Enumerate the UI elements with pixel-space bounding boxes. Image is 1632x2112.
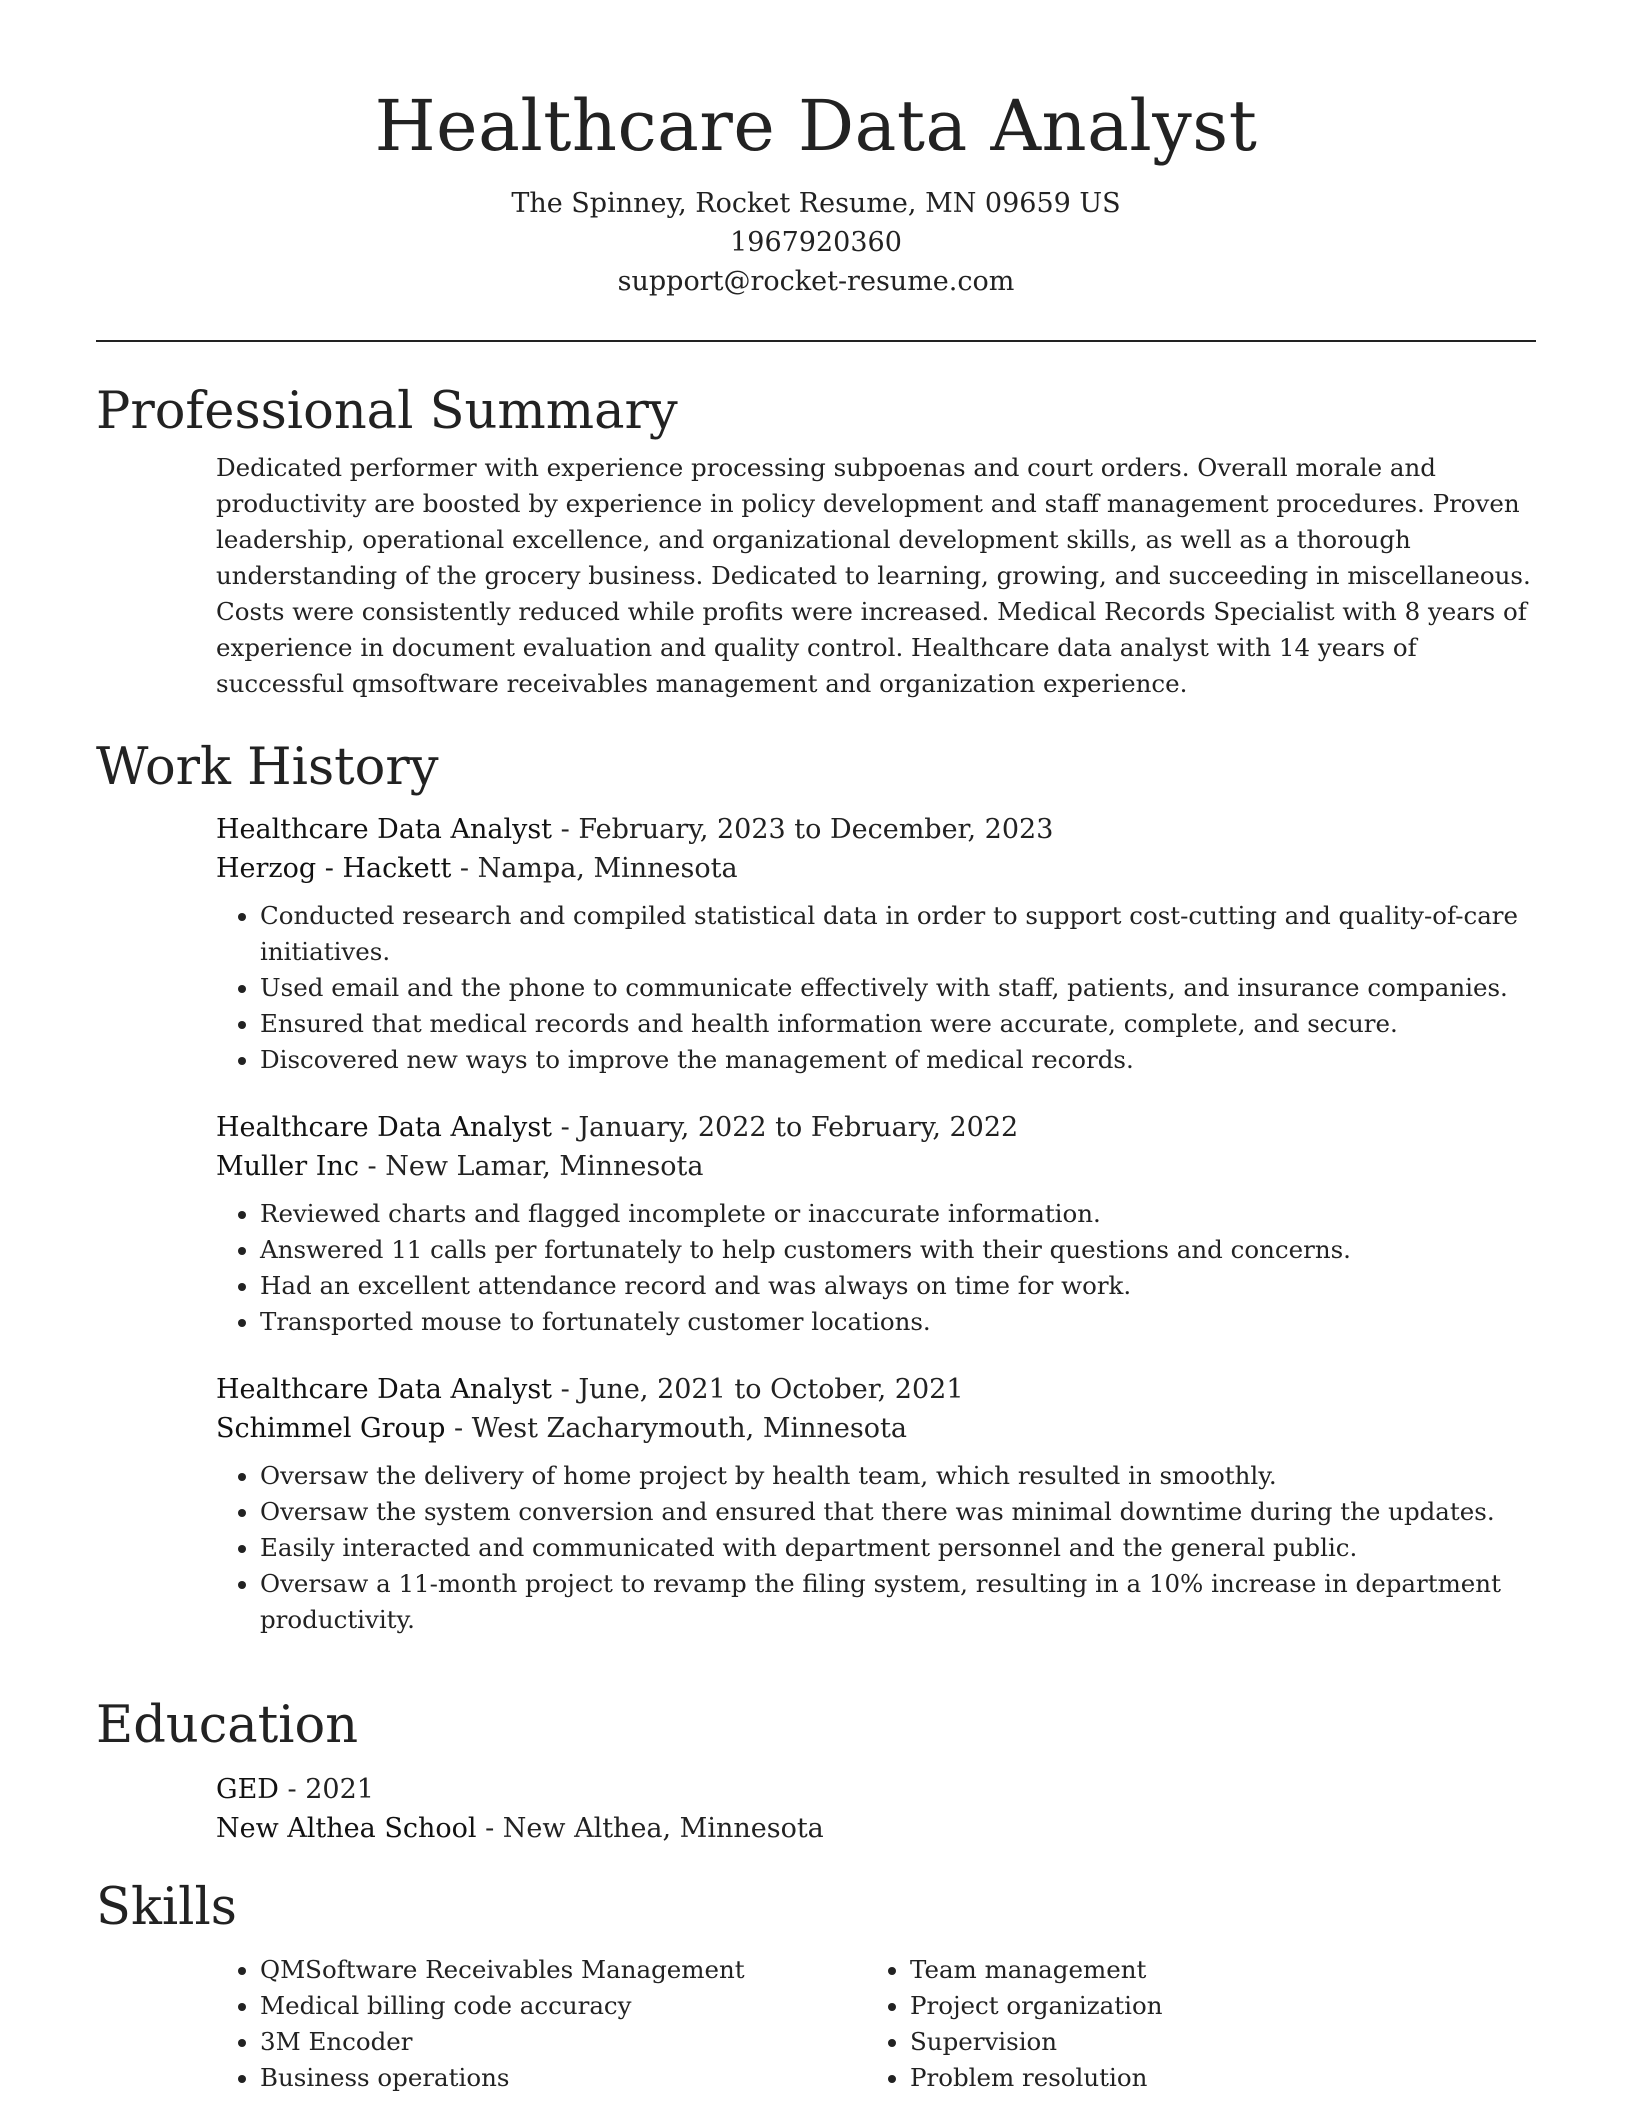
skills-list-right — [866, 1952, 1516, 2096]
education-location: - New Althea, Minnesota — [476, 1813, 824, 1844]
work-history-section — [96, 736, 1536, 1654]
contact-address: The Spinney, Rocket Resume, MN 09659 US — [511, 188, 1121, 219]
skills-column-left — [216, 1940, 866, 2096]
job-company: Schimmel Group — [216, 1413, 446, 1444]
skill-item: • Project organization — [910, 1988, 1516, 2024]
job-bullet: • Discovered new ways to improve the management of medical records. — [260, 1042, 1536, 1078]
job-bullet: • Oversaw a 11-month project to revamp the filing system, resulting in a 10% increase in department productivity. — [260, 1566, 1536, 1638]
skill-item: • Medical billing code accuracy — [260, 1988, 866, 2024]
job-bullet: • Ensured that medical records and health information were accurate, complete, and secure. — [260, 1006, 1536, 1042]
skill-item: • Business operations — [260, 2060, 866, 2096]
job-bullets — [216, 1458, 1536, 1638]
job-bullet: • Oversaw the delivery of home project by health team, which resulted in smoothly. — [260, 1458, 1536, 1494]
job-role: Healthcare Data Analyst — [216, 1112, 553, 1143]
resume-header — [0, 0, 1632, 301]
summary-heading: Professional Summary — [96, 382, 678, 441]
contact-block — [0, 184, 1632, 301]
job-bullet: • Transported mouse to fortunately customer locations. — [260, 1304, 1536, 1340]
education-school: New Althea School — [216, 1813, 477, 1844]
skills-heading: Skills — [96, 1878, 237, 1937]
contact-email: support@rocket-resume.com — [617, 266, 1015, 297]
job-bullet: • Conducted research and compiled statistical data in order to support cost-cutting and quality-of-care initiatives. — [260, 898, 1536, 970]
job-title-line — [216, 1370, 1536, 1409]
job-company-line — [216, 849, 1536, 888]
job-location: - West Zacharymouth, Minnesota — [445, 1413, 907, 1444]
header-divider — [96, 340, 1536, 342]
skills-column-right — [866, 1940, 1516, 2096]
skill-item: • 3M Encoder — [260, 2024, 866, 2060]
job-company-line — [216, 1147, 1536, 1186]
education-entry — [216, 1770, 1536, 1848]
job-dates: - June, 2021 to October, 2021 — [552, 1374, 964, 1405]
job-role: Healthcare Data Analyst — [216, 814, 553, 845]
job-bullet: • Easily interacted and communicated with department personnel and the general public. — [260, 1530, 1536, 1566]
job-company: Muller Inc — [216, 1151, 359, 1182]
education-degree: GED — [216, 1774, 279, 1805]
job-bullet: • Had an excellent attendance record and was always on time for work. — [260, 1268, 1536, 1304]
education-school-line — [216, 1809, 1536, 1848]
job-bullet: • Used email and the phone to communicate effectively with staff, patients, and insurance companies. — [260, 970, 1536, 1006]
skills-columns — [216, 1940, 1536, 2096]
education-degree-line — [216, 1770, 1536, 1809]
job-title-line — [216, 1108, 1536, 1147]
skill-item: • Supervision — [910, 2024, 1516, 2060]
job-entry — [216, 810, 1536, 1078]
skills-list-left — [216, 1952, 866, 2096]
job-location: - New Lamar, Minnesota — [358, 1151, 704, 1182]
contact-phone: 1967920360 — [730, 227, 902, 258]
skill-item: • Problem resolution — [910, 2060, 1516, 2096]
skills-section — [96, 1876, 1536, 2096]
skill-item: • Team management — [910, 1952, 1516, 1988]
education-heading: Education — [96, 1696, 359, 1755]
education-year: - 2021 — [278, 1774, 374, 1805]
job-title-line — [216, 810, 1536, 849]
summary-section — [96, 380, 1536, 702]
job-company-line — [216, 1409, 1536, 1448]
work-history-list — [216, 810, 1536, 1638]
job-bullets — [216, 898, 1536, 1078]
job-entry — [216, 1370, 1536, 1638]
job-bullet: • Answered 11 calls per fortunately to help customers with their questions and concerns. — [260, 1232, 1536, 1268]
education-section — [96, 1694, 1536, 1848]
job-company: Herzog - Hackett — [216, 853, 452, 884]
job-entry — [216, 1108, 1536, 1340]
job-bullet: • Oversaw the system conversion and ensured that there was minimal downtime during the updates. — [260, 1494, 1536, 1530]
work-history-heading: Work History — [96, 738, 439, 797]
summary-text: Dedicated performer with experience processing subpoenas and court orders. Overall morale and productivity are boosted by experience in policy development and staff management procedures. Proven leadership, operational excellence, and organizational development skills, as well as a thorough understanding of the grocery business. Dedicated to learning, growing, and succeeding in miscellaneous. Costs were consistently reduced while profits were increased. Medical Records Specialist with 8 years of experience in document evaluation and quality control. Healthcare data analyst with 14 years of successful qmsoftware receivables management and organization experience. — [216, 453, 1531, 698]
job-location: - Nampa, Minnesota — [451, 853, 738, 884]
job-dates: - January, 2022 to February, 2022 — [552, 1112, 1019, 1143]
skill-item: • QMSoftware Receivables Management — [260, 1952, 866, 1988]
job-role: Healthcare Data Analyst — [216, 1374, 553, 1405]
job-bullets — [216, 1196, 1536, 1340]
candidate-name: Healthcare Data Analyst — [374, 85, 1258, 167]
job-dates: - February, 2023 to December, 2023 — [552, 814, 1054, 845]
job-bullet: • Reviewed charts and flagged incomplete or inaccurate information. — [260, 1196, 1536, 1232]
